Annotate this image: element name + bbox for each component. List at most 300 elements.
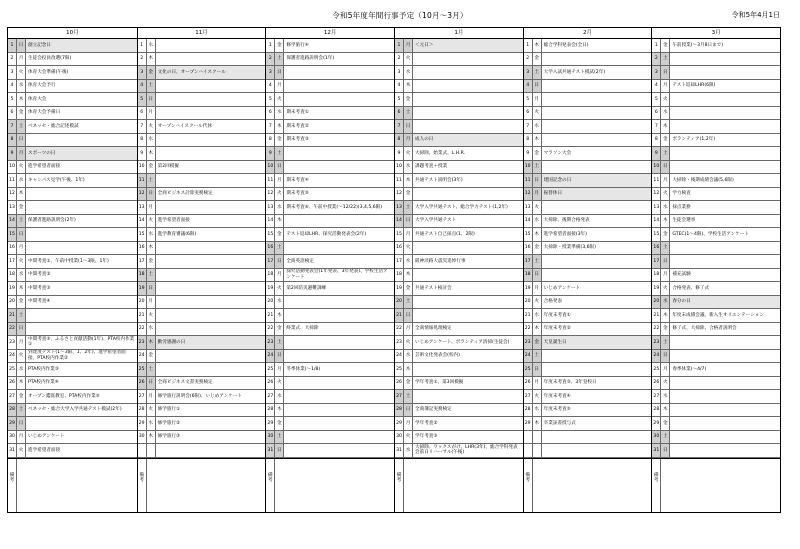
event-text: 期末考査⑤ [286,191,309,197]
day-number: 4 [395,80,404,93]
weekday: 日 [661,350,670,363]
event-text [542,255,652,268]
day-number: 6 [395,107,404,120]
event-text [413,66,523,79]
weekday: 木 [404,363,413,376]
day-number: 12 [8,188,17,201]
weekday: 水 [147,39,156,52]
day-number: 7 [8,120,17,133]
weekday: 金 [147,66,156,79]
day-row [395,93,523,107]
event-text: 天皇誕生日 [542,336,652,349]
weekday: 金 [147,350,156,363]
weekday: 木 [661,404,670,417]
day-row [395,242,523,256]
day-number: 1 [395,39,404,52]
day-row [652,80,780,94]
day-number: 28 [652,404,661,417]
day-row [524,269,652,283]
event-text [284,431,394,444]
day-row [652,296,780,310]
day-number: 22 [138,323,147,336]
day-row [395,80,523,94]
day-row [8,228,137,242]
weekday: 土 [661,242,670,255]
event-text: 期末考査① [286,110,309,116]
event-text: テスト返却LHR(6限) [672,83,716,89]
weekday: 月 [147,390,156,403]
day-number: 31 [652,444,661,457]
day-number: 7 [266,120,275,133]
day-number: 13 [524,201,533,214]
event-text: 学年考査③ [415,434,438,440]
day-row [652,93,780,107]
notes-label-char: 考 [267,478,273,484]
day-row [524,39,652,53]
day-number: 6 [652,107,661,120]
day-row [266,174,394,188]
event-text [413,269,523,282]
day-number: 8 [266,134,275,147]
day-row [524,417,652,431]
event-text: キャンパス見学(午後、1年) [28,177,85,183]
day-row [8,161,137,175]
day-row [138,174,266,188]
event-text [413,242,523,255]
day-number: 10 [266,161,275,174]
weekday: 木 [533,134,542,147]
day-row [524,93,652,107]
notes-label-char: 考 [525,478,531,484]
event-text [542,431,652,444]
day-number: 21 [138,309,147,322]
day-row [266,431,394,445]
day-row [395,377,523,391]
day-number: 6 [266,107,275,120]
day-number: 6 [524,107,533,120]
day-number: 25 [266,363,275,376]
day-number: 15 [266,228,275,241]
day-number: 5 [652,93,661,106]
event-text: 中間考査② [28,272,51,278]
day-row [8,323,137,337]
day-number: 16 [8,242,17,255]
day-number: 4 [138,80,147,93]
day-number: 18 [266,269,275,282]
weekday: 月 [661,174,670,187]
weekday: 水 [147,417,156,430]
day-number: 1 [652,39,661,52]
day-number: 18 [8,269,17,282]
day-number: 24 [395,350,404,363]
event-text: 保護者進路説明会(2年) [28,218,76,224]
weekday: 金 [533,336,542,349]
event-text [413,296,523,309]
weekday: 日 [661,255,670,268]
weekday: 日 [275,66,284,79]
day-row [8,53,137,67]
day-row [138,417,266,431]
notes-label-char: 備 [653,472,659,478]
day-row [395,228,523,242]
day-row [395,120,523,134]
day-number: 16 [524,242,533,255]
notes-label-char: 考 [653,478,659,484]
day-number: 21 [652,309,661,322]
event-text: 進学教育審議(6限) [157,231,197,237]
event-text: 生徒会役員改選(7限) [28,56,72,62]
day-row [524,174,652,188]
day-list [652,39,780,458]
event-text [156,255,266,268]
day-number: 18 [652,269,661,282]
event-text: 体育大会予行 [28,83,56,89]
day-list [395,39,523,458]
day-number: 25 [652,363,661,376]
weekday: 金 [404,282,413,295]
event-text: 大学入試共通テスト模試(2年) [543,69,606,75]
day-number: 12 [395,188,404,201]
event-text [26,228,137,241]
day-number: 9 [266,147,275,160]
day-number: 26 [652,377,661,390]
day-row [138,404,266,418]
weekday: 土 [661,147,670,160]
day-row [652,336,780,350]
weekday: 火 [275,93,284,106]
day-number: 2 [652,53,661,66]
day-row [524,242,652,256]
notes-body [17,459,137,513]
day-row [138,66,266,80]
day-number: 26 [266,377,275,390]
weekday: 水 [275,107,284,120]
weekday: 金 [17,390,26,403]
weekday: 土 [275,431,284,444]
day-row [138,255,266,269]
event-text: 学力検査 [672,191,691,197]
notes-body [533,459,652,513]
day-number: 29 [652,417,661,430]
event-text: 全商英語検定 [286,258,314,264]
day-number: 7 [395,120,404,133]
day-number: 2 [138,53,147,66]
day-row [652,201,780,215]
event-text [542,444,652,457]
day-row [266,188,394,202]
day-number: 14 [266,215,275,228]
event-text: 進学希望者面接(3年) [543,231,587,237]
weekday: 水 [17,363,26,376]
day-row [266,53,394,67]
weekday: 土 [533,255,542,268]
notes-label-char: 備 [139,472,145,478]
weekday: 日 [17,134,26,147]
day-number: 11 [266,174,275,187]
notes-label [266,459,275,513]
day-number [524,444,533,457]
event-text [670,431,780,444]
day-row [8,431,137,445]
weekday: 火 [404,431,413,444]
event-text: 大学入学共通テスト [415,218,457,224]
event-text: テスト返却LHR、探究活動発表会(2年) [286,231,367,237]
notes-area [266,458,394,513]
day-number: 24 [524,350,533,363]
weekday: 金 [147,161,156,174]
weekday: 日 [147,377,156,390]
day-row [395,431,523,445]
day-row [524,134,652,148]
weekday: 日 [533,269,542,282]
day-number: 21 [8,309,17,322]
day-number: 14 [8,215,17,228]
day-row [266,66,394,80]
weekday: 木 [147,53,156,66]
weekday: 金 [147,255,156,268]
weekday: 火 [533,107,542,120]
event-text [156,201,266,214]
event-text: 阪神淡路大震災追悼行事 [415,258,466,264]
page-title: 令和5年度年間行事予定（10月～3月） [332,11,468,20]
day-row [524,215,652,229]
weekday: 木 [404,80,413,93]
day-row [266,120,394,134]
event-text [413,120,523,133]
event-text: 年度末考査② [543,326,571,332]
day-row [524,444,652,458]
day-number: 28 [395,404,404,417]
day-number: 28 [8,404,17,417]
event-text: 年度末考査③、3年登校日 [543,380,597,386]
day-number: 22 [652,323,661,336]
day-number: 14 [395,215,404,228]
notes-label-char: 考 [139,478,145,484]
weekday: 火 [661,282,670,295]
day-row [652,309,780,323]
day-number: 3 [652,66,661,79]
day-row [8,417,137,431]
event-text: いじめアンケート [543,285,581,291]
weekday: 木 [275,404,284,417]
day-row [524,201,652,215]
day-row [652,255,780,269]
weekday: 土 [404,107,413,120]
day-number: 22 [266,323,275,336]
day-number: 9 [138,147,147,160]
day-number: 8 [395,134,404,147]
day-number: 22 [8,323,17,336]
weekday: 金 [533,53,542,66]
day-row [652,323,780,337]
month-header: 2月 [524,28,652,39]
day-number: 19 [652,282,661,295]
day-row [138,161,266,175]
day-row [524,363,652,377]
event-text: オープンハイスクール代休 [157,123,212,129]
event-text: 終業式、大掃除 [286,326,319,332]
month-column [394,28,523,512]
event-text: 修学旅行① [157,407,181,413]
event-text [413,93,523,106]
day-number: 19 [138,282,147,295]
weekday: 土 [17,309,26,322]
weekday: 水 [17,269,26,282]
weekday: 月 [17,147,26,160]
weekday: 火 [533,390,542,403]
day-number: 1 [138,39,147,52]
day-number: 4 [8,80,17,93]
weekday: 金 [661,323,670,336]
event-text [156,309,266,322]
weekday: 火 [17,444,26,457]
notes-label [138,459,147,513]
event-text: スポーツの日 [26,147,137,160]
event-text: 共通テスト自己採点(1、2限) [415,231,475,237]
day-number: 6 [138,107,147,120]
day-number: 17 [8,255,17,268]
day-number: 3 [138,66,147,79]
day-number: 2 [266,53,275,66]
notes-label-char: 備 [267,472,273,478]
day-number: 24 [266,350,275,363]
day-row [652,134,780,148]
weekday: 火 [404,53,413,66]
day-row [266,39,394,53]
day-number: 18 [395,269,404,282]
day-number: 25 [524,363,533,376]
event-text: 年度末考査① [543,312,571,318]
day-row [138,296,266,310]
day-row [652,269,780,283]
weekday: 火 [404,147,413,160]
day-list [524,39,652,458]
event-text: 修了式、大掃除、合格者説明会 [672,326,737,332]
day-number: 23 [8,336,17,349]
weekday: 水 [275,390,284,403]
day-number: 26 [524,377,533,390]
event-text [26,134,137,147]
weekday: 月 [17,242,26,255]
weekday: 月 [275,80,284,93]
weekday: 金 [275,134,284,147]
notes-area [524,458,652,513]
day-number: 2 [524,53,533,66]
event-text: いじめアンケート [28,434,65,440]
month-column [8,28,137,512]
day-row [395,444,523,458]
weekday: 月 [404,417,413,430]
event-text [284,93,394,106]
weekday: 土 [661,431,670,444]
event-text [156,39,266,52]
day-row [8,309,137,323]
day-number [524,431,533,444]
event-text: 大掃除、後期合格発表 [543,218,590,224]
event-text: 学年考査①、第3回模擬 [415,380,464,386]
day-number: 20 [395,296,404,309]
day-row [395,201,523,215]
weekday: 水 [275,201,284,214]
day-row [652,174,780,188]
event-text: ベネッセ・総合記述模試 [28,123,79,129]
day-row [524,161,652,175]
day-number: 14 [524,215,533,228]
weekday: 木 [275,215,284,228]
day-number: 20 [524,296,533,309]
event-text: 春季休業(～4/7) [672,366,707,372]
day-number: 30 [8,431,17,444]
day-number: 19 [8,282,17,295]
day-row [138,201,266,215]
event-text [284,161,394,174]
event-text [542,120,652,133]
day-number: 29 [524,417,533,430]
event-text: 期末考査③ [286,137,309,143]
event-text: 補充試験 [672,272,691,278]
day-number: 29 [395,417,404,430]
day-row [138,350,266,364]
day-row [266,269,394,283]
event-text: 午前授業(～3月8日まで) [672,42,724,48]
day-row [8,390,137,404]
weekday: 日 [17,417,26,430]
day-number: 5 [266,93,275,106]
month-header: 12月 [266,28,394,39]
day-number: 22 [524,323,533,336]
weekday: 月 [404,134,413,147]
day-number: 12 [652,188,661,201]
weekday: 木 [661,215,670,228]
day-number: 3 [266,66,275,79]
weekday: 日 [17,228,26,241]
weekday: 月 [533,377,542,390]
day-row [8,215,137,229]
day-row [138,269,266,283]
weekday: 水 [661,390,670,403]
day-row [395,255,523,269]
event-text: 春分の日 [670,296,780,309]
weekday: 火 [147,309,156,322]
day-number: 5 [8,93,17,106]
event-text [284,147,394,160]
event-text [670,93,780,106]
day-row [652,215,780,229]
day-number: 9 [524,147,533,160]
weekday: 月 [661,80,670,93]
weekday: 土 [275,242,284,255]
notes-area [652,458,780,513]
day-list [138,39,266,458]
event-text [413,107,523,120]
event-text [156,107,266,120]
event-text: 中間考査①、午前中授業(1～3限、1年) [28,258,109,264]
day-row [524,390,652,404]
page-date: 令和5年4月1日 [731,11,780,19]
day-row [395,269,523,283]
event-text: 中間考査④ [28,299,51,305]
day-row [395,39,523,53]
event-text: ベネッセ・総合大学入学共通テスト模試(2年) [28,407,122,413]
day-number: 20 [138,296,147,309]
day-row [524,323,652,337]
weekday: 金 [661,228,670,241]
weekday: 水 [533,404,542,417]
weekday: 木 [17,93,26,106]
day-number: 20 [266,296,275,309]
weekday: 土 [147,363,156,376]
event-text [284,215,394,228]
